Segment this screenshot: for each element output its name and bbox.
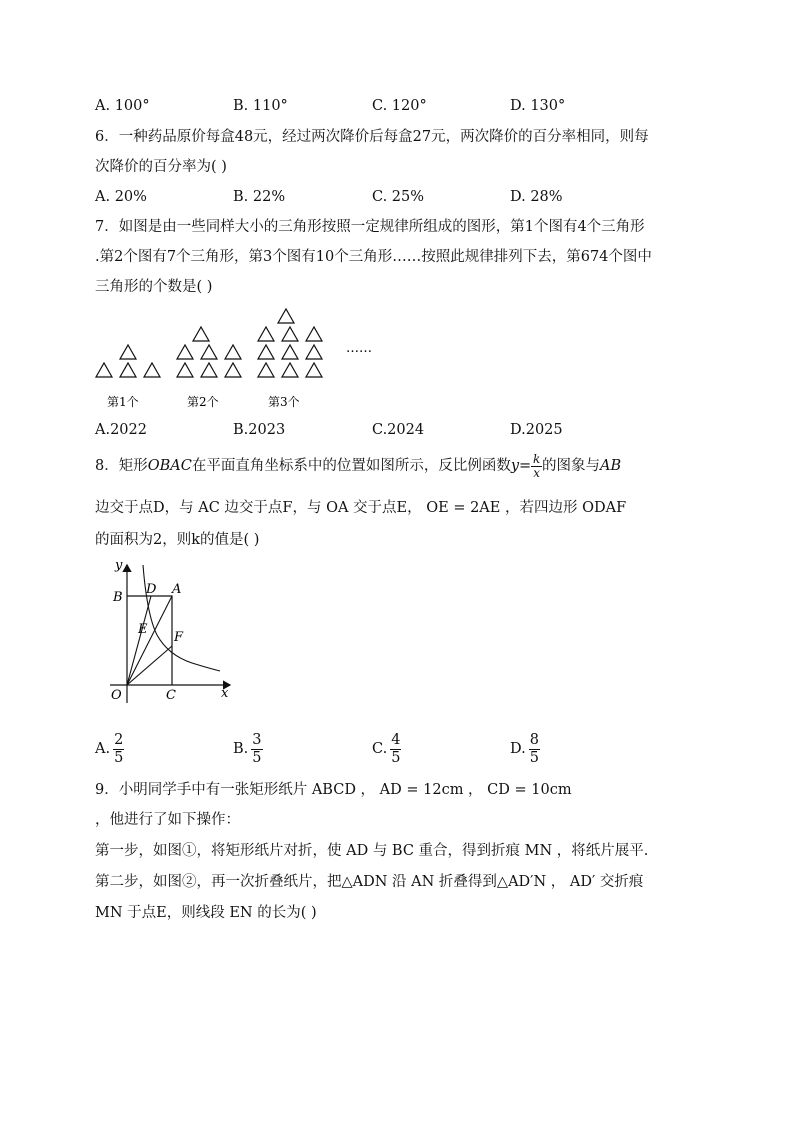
q7-option-a: A.2022 [95, 422, 147, 438]
q6-option-a: A. 20% [95, 189, 147, 205]
q8-options [95, 727, 695, 771]
q7-triangle-figure [90, 302, 390, 412]
triangle-icon [120, 363, 136, 377]
label-e: E [138, 622, 148, 637]
q8-option-c: C. $\frac{4}{5}$ [372, 731, 401, 766]
label-x: x [221, 686, 229, 701]
triangle-icon [258, 327, 274, 341]
triangle-icon [201, 363, 217, 377]
q8-coordinate-figure [100, 555, 240, 705]
triangle-icon [282, 345, 298, 359]
q7-label-3: 第3个 [268, 395, 300, 409]
triangle-pattern [96, 309, 322, 377]
q6-text-line2: 次降价的百分率为( ) [95, 159, 227, 175]
triangle-icon [282, 327, 298, 341]
q7-option-c: C.2024 [372, 422, 425, 438]
segment-oa [127, 596, 172, 685]
q7-option-b: B.2023 [233, 422, 286, 438]
triangle-icon [306, 345, 322, 359]
label-f: F [174, 630, 184, 645]
q6-option-b: B. 22% [233, 189, 286, 205]
q9-text-line4: 第二步，如图②，再一次折叠纸片，把△ADN 沿 AN 折叠得到△AD′N ， AD′ 交折痕 [95, 874, 644, 890]
segment-od [127, 596, 151, 685]
triangle-icon [278, 309, 294, 323]
label-d: D [146, 582, 157, 597]
q5-option-d: D. 130° [510, 98, 566, 114]
label-c: C [166, 688, 176, 703]
k-over-x: $\frac{k}{x}$ [532, 451, 541, 480]
q6-option-d: D. 28% [510, 189, 563, 205]
q7-ellipsis: …… [346, 341, 372, 356]
q6-options [95, 187, 695, 207]
q7-option-d: D.2025 [510, 422, 563, 438]
q7-label-1: 第1个 [107, 395, 139, 409]
q8-option-b: B. $\frac{3}{5}$ [233, 731, 262, 766]
triangle-icon [177, 345, 193, 359]
label-b: B [113, 590, 123, 605]
q5-options [95, 96, 695, 116]
q8-option-a: A. $\frac{2}{5}$ [95, 731, 124, 766]
q5-option-a: A. 100° [95, 98, 150, 114]
label-a: A [172, 582, 182, 597]
triangle-icon [258, 345, 274, 359]
q7-text-line3: 三角形的个数是( ) [95, 279, 213, 295]
q8-text-line2: 边交于点D，与 AC 边交于点F，与 OA 交于点E， OE = 2AE ，若四边形 ODAF [95, 500, 627, 516]
q9-text-line5: MN 于点E，则线段 EN 的长为( ) [95, 905, 317, 921]
q6-text-line1: 6．一种药品原价每盒48元，经过两次降价后每盒27元，两次降价的百分率相同，则每 [95, 129, 649, 145]
triangle-icon [96, 363, 112, 377]
q7-label-2: 第2个 [187, 395, 219, 409]
q6-option-c: C. 25% [372, 189, 425, 205]
q7-text-line1: 7．如图是由一些同样大小的三角形按照一定规律所组成的图形，第1个图有4个三角形 [95, 219, 645, 235]
q8-text-line3: 的面积为2，则k的值是( ) [95, 532, 260, 548]
q8-text-line1: 8．矩形OBAC在平面直角坐标系中的位置如图所示，反比例函数y= $\frac{k}{x}$ 的图象与AB [95, 451, 622, 480]
q8-option-d: D. $\frac{8}{5}$ [510, 731, 539, 766]
triangle-icon [306, 363, 322, 377]
q9-text-line1: 9．小明同学手中有一张矩形纸片 ABCD ， AD = 12cm ， CD = 10cm [95, 782, 572, 798]
q5-option-c: C. 120° [372, 98, 427, 114]
q5-option-b: B. 110° [233, 98, 288, 114]
triangle-icon [225, 363, 241, 377]
label-y: y [115, 558, 123, 573]
triangle-icon [306, 327, 322, 341]
triangle-icon [282, 363, 298, 377]
q7-options [95, 420, 695, 440]
q9-text-line3: 第一步，如图①，将矩形纸片对折，使 AD 与 BC 重合，得到折痕 MN ，将纸片展平. [95, 843, 649, 859]
triangle-icon [225, 345, 241, 359]
label-o: O [111, 688, 122, 703]
triangle-icon [177, 363, 193, 377]
q9-text-line2: ，他进行了如下操作： [95, 812, 240, 828]
var-obac: OBAC [147, 458, 192, 474]
triangle-icon [201, 345, 217, 359]
triangle-icon [258, 363, 274, 377]
triangle-icon [144, 363, 160, 377]
triangle-icon [193, 327, 209, 341]
triangle-icon [120, 345, 136, 359]
hyperbola-curve [143, 565, 220, 671]
q7-text-line2: .第2个图有7个三角形，第3个图有10个三角形……按照此规律排列下去，第674个图中 [95, 249, 652, 265]
segment-of [127, 646, 172, 685]
